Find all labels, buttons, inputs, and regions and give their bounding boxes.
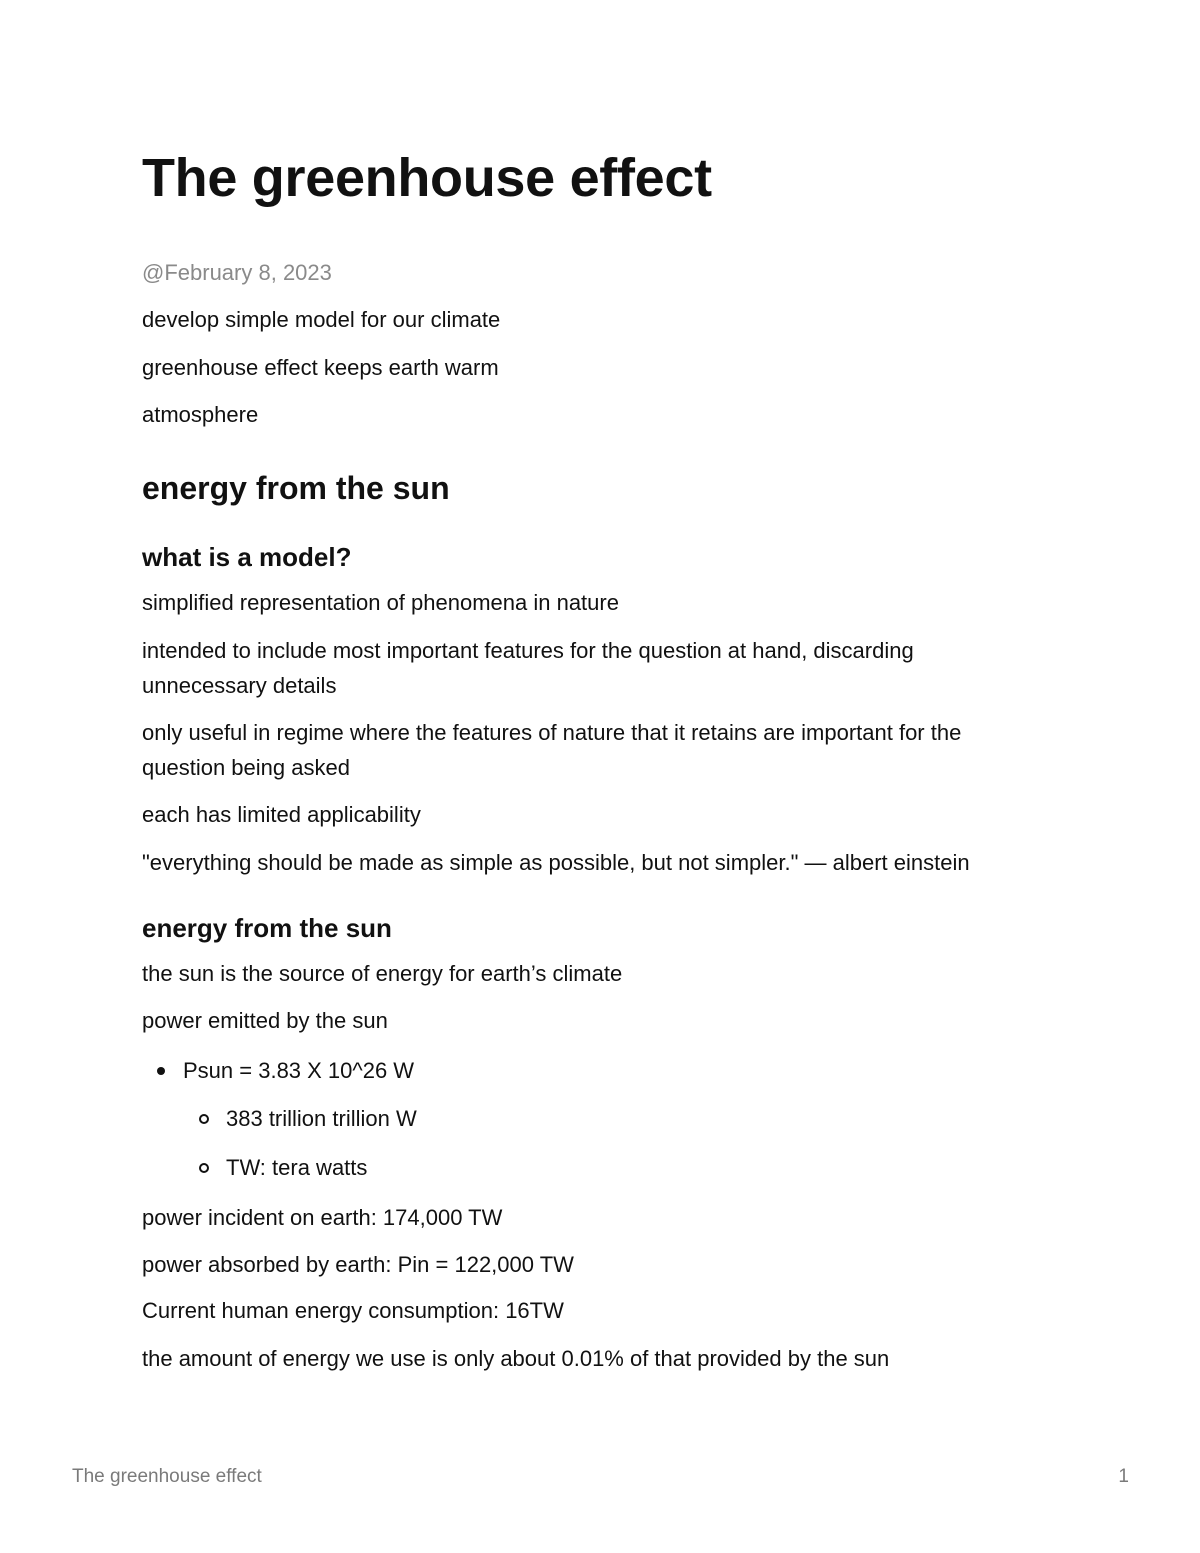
- sub-bullet-item: 383 trillion trillion W: [226, 1106, 417, 1131]
- sun-paragraph: the amount of energy we use is only about 0.01% of that provided by the sun: [142, 1346, 890, 1371]
- sub-bullet-circle-icon: [199, 1114, 209, 1124]
- section-heading: energy from the sun: [142, 470, 450, 506]
- model-heading: what is a model?: [142, 542, 352, 572]
- quote-paragraph: "everything should be made as simple as possible, but not simpler." — albert einstein: [142, 850, 970, 875]
- sun-paragraph: power emitted by the sun: [142, 1008, 388, 1033]
- sun-paragraph: Current human energy consumption: 16TW: [142, 1298, 564, 1323]
- page-title: The greenhouse effect: [142, 148, 712, 208]
- model-paragraph: intended to include most important features for the question at hand, discarding unnecessary details: [142, 638, 914, 698]
- intro-line: greenhouse effect keeps earth warm: [142, 355, 499, 380]
- footer-title: The greenhouse effect: [72, 1466, 262, 1487]
- sub-bullet-circle-icon: [199, 1163, 209, 1173]
- date-property: @February 8, 2023: [142, 260, 332, 285]
- model-paragraph: simplified representation of phenomena in nature: [142, 590, 619, 615]
- footer-page-number: 1: [1118, 1466, 1129, 1487]
- sun-heading: energy from the sun: [142, 913, 392, 943]
- sun-paragraph: power absorbed by earth: Pin = 122,000 TW: [142, 1252, 574, 1277]
- sun-paragraph: power incident on earth: 174,000 TW: [142, 1205, 503, 1230]
- intro-line: atmosphere: [142, 402, 259, 427]
- intro-line: develop simple model for our climate: [142, 307, 501, 332]
- bullet-item: Psun = 3.83 X 10^26 W: [183, 1058, 415, 1083]
- sun-paragraph: the sun is the source of energy for earth’s climate: [142, 961, 623, 986]
- sub-bullet-item: TW: tera watts: [226, 1155, 368, 1180]
- model-paragraph: only useful in regime where the features of nature that it retains are important for the question being asked: [142, 720, 962, 780]
- bullet-dot-icon: [157, 1067, 165, 1075]
- model-paragraph: each has limited applicability: [142, 802, 421, 827]
